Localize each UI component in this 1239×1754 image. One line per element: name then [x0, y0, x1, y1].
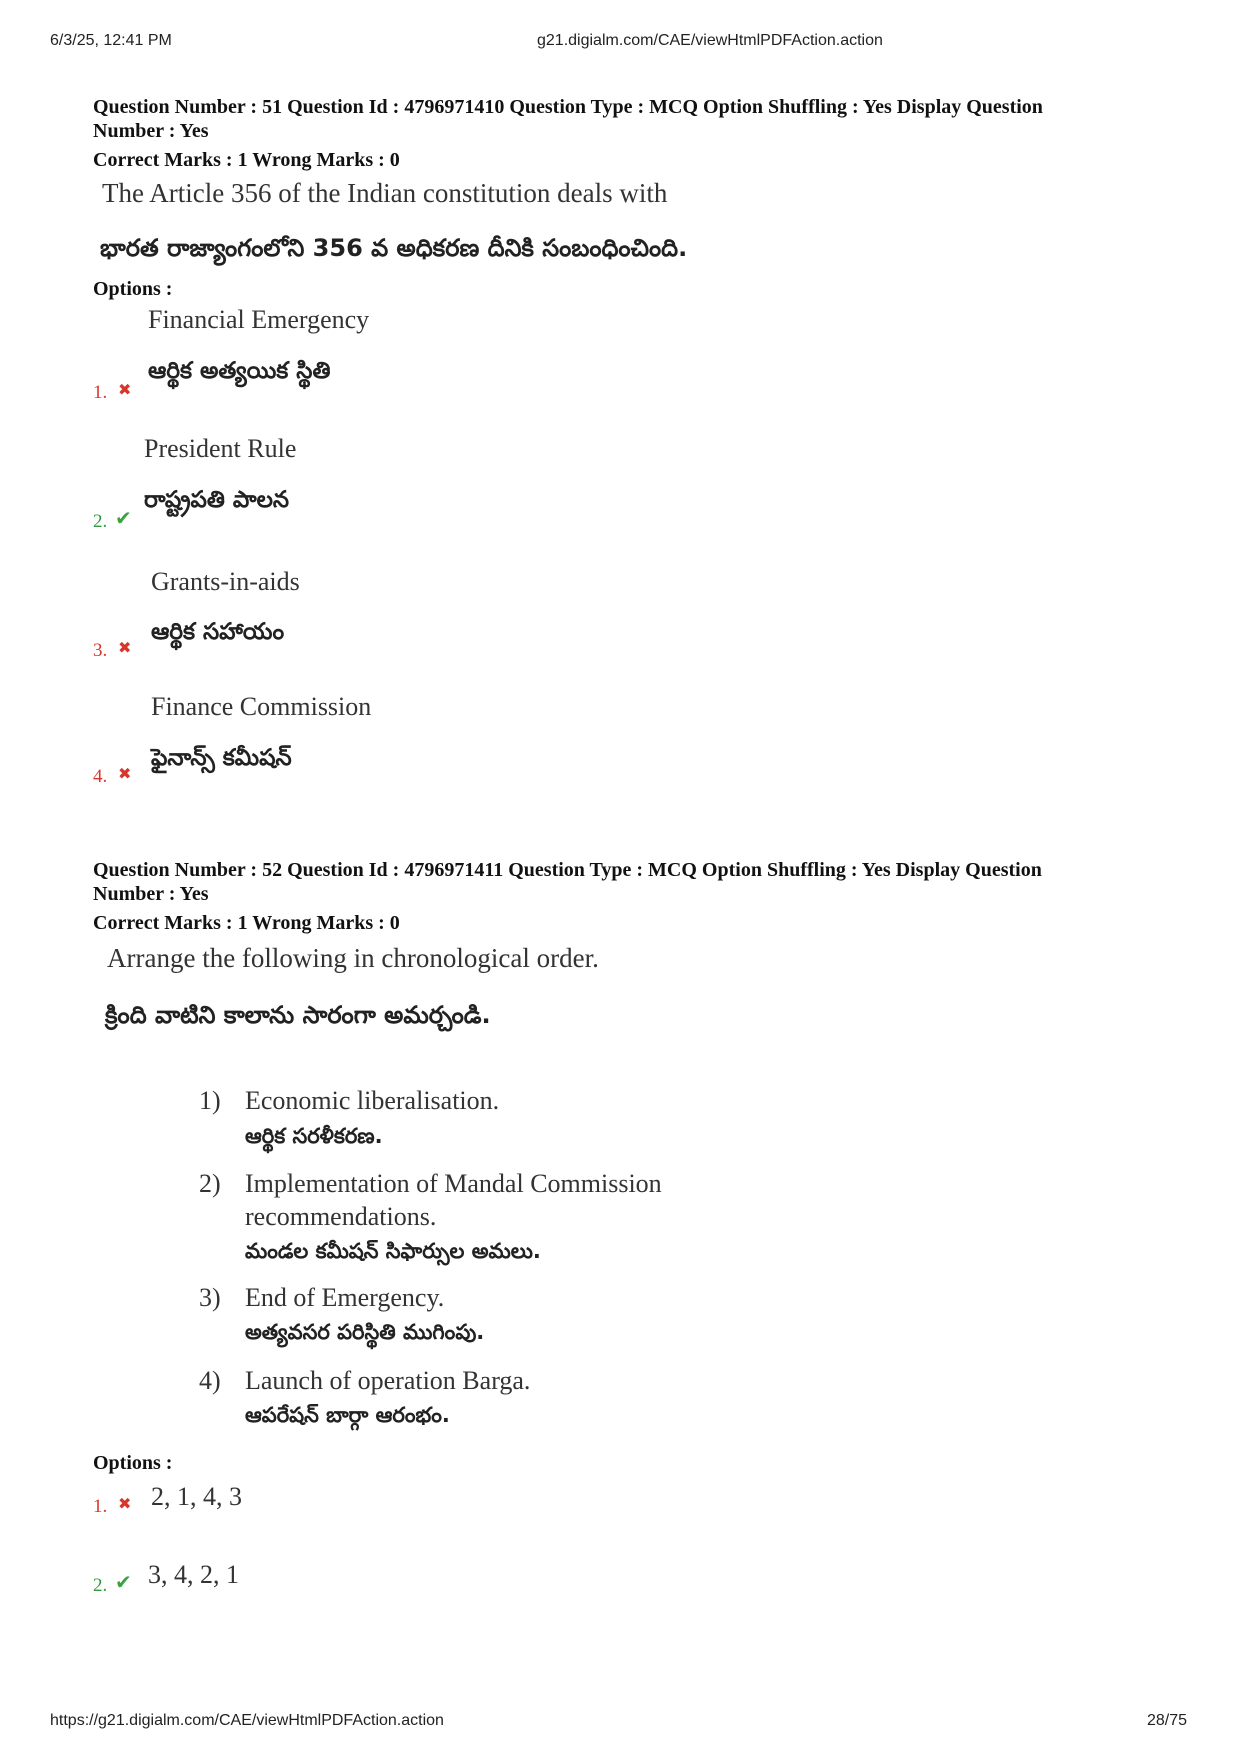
list-item-number: 3) [199, 1283, 221, 1312]
question-text-te: క్రింది వాటిని కాలాను సారంగా అమర్చండి. [105, 1001, 491, 1029]
list-item-number: 1) [199, 1086, 221, 1115]
list-item-text-te: మండల కమీషన్ సిఫార్సుల అమలు. [245, 1239, 541, 1263]
option-number: 4. [93, 766, 108, 787]
check-icon: ✔ [115, 506, 132, 530]
option-number: 1. [93, 382, 108, 403]
option-number: 3. [93, 640, 108, 661]
question-text-te: భారత రాజ్యాంగంలోని 356 వ అధికరణ దీనికి సంబంధించింది. [100, 234, 688, 262]
list-item-text-en: Implementation of Mandal Commission recommendations. [245, 1169, 662, 1231]
question-text-en: Arrange the following in chronological order. [107, 943, 599, 973]
option-text-te: రాష్ట్రపతి పాలన [144, 487, 290, 513]
list-item-text-te: అత్యవసర పరిస్థితి ముగింపు. [245, 1320, 485, 1344]
footer-url: https://g21.digialm.com/CAE/viewHtmlPDFAction.action [50, 1712, 444, 1729]
print-datetime: 6/3/25, 12:41 PM [50, 32, 172, 49]
question-marks: Correct Marks : 1 Wrong Marks : 0 [93, 149, 400, 171]
question-meta-line2: Number : Yes [93, 120, 209, 142]
question-text-en: The Article 356 of the Indian constitution deals with [102, 178, 668, 208]
cross-icon: ✖ [118, 380, 132, 399]
cross-icon: ✖ [118, 638, 132, 657]
question-meta-line1: Question Number : 52 Question Id : 4796971411 Question Type : MCQ Option Shuffling : Yes Display Question [93, 859, 1042, 881]
option-value: 2, 1, 4, 3 [151, 1482, 242, 1511]
list-item-text-en: Launch of operation Barga. [245, 1366, 531, 1395]
question-meta [93, 95, 1153, 143]
option-number: 2. [93, 1575, 108, 1596]
list-item-text-te: ఆపరేషన్ బార్గా ఆరంభం. [245, 1403, 450, 1427]
option-text-en: Financial Emergency [148, 305, 370, 334]
list-item-number: 4) [199, 1366, 221, 1395]
page-number: 28/75 [1147, 1712, 1188, 1729]
options-label: Options : [93, 278, 173, 300]
option-number: 2. [93, 511, 108, 532]
option-text-te: ఆర్థిక సహాయం [151, 619, 285, 645]
cross-icon: ✖ [118, 1494, 132, 1513]
question-meta-line2: Number : Yes [93, 883, 209, 905]
option-text-en: Finance Commission [151, 692, 372, 721]
page-url-title: g21.digialm.com/CAE/viewHtmlPDFAction.action [537, 32, 883, 49]
option-text-en: President Rule [144, 434, 297, 463]
options-label: Options : [93, 1452, 173, 1474]
option-number: 1. [93, 1496, 108, 1517]
option-text-te: ఫైనాన్స్ కమీషన్ [151, 745, 292, 771]
list-item-text-en: End of Emergency. [245, 1283, 445, 1312]
option-text-te: ఆర్థిక అత్యయిక స్థితి [148, 358, 331, 384]
question-marks: Correct Marks : 1 Wrong Marks : 0 [93, 912, 400, 934]
cross-icon: ✖ [118, 764, 132, 783]
question-meta [93, 858, 1153, 906]
option-value: 3, 4, 2, 1 [148, 1560, 239, 1589]
list-item-text-te: ఆర్థిక సరళీకరణ. [245, 1124, 383, 1148]
question-meta-line1: Question Number : 51 Question Id : 4796971410 Question Type : MCQ Option Shuffling : Yes Display Question [93, 96, 1043, 118]
list-item-text-en: Economic liberalisation. [245, 1086, 500, 1115]
list-item-number: 2) [199, 1169, 221, 1198]
check-icon: ✔ [115, 1570, 132, 1594]
option-text-en: Grants-in-aids [151, 567, 300, 596]
